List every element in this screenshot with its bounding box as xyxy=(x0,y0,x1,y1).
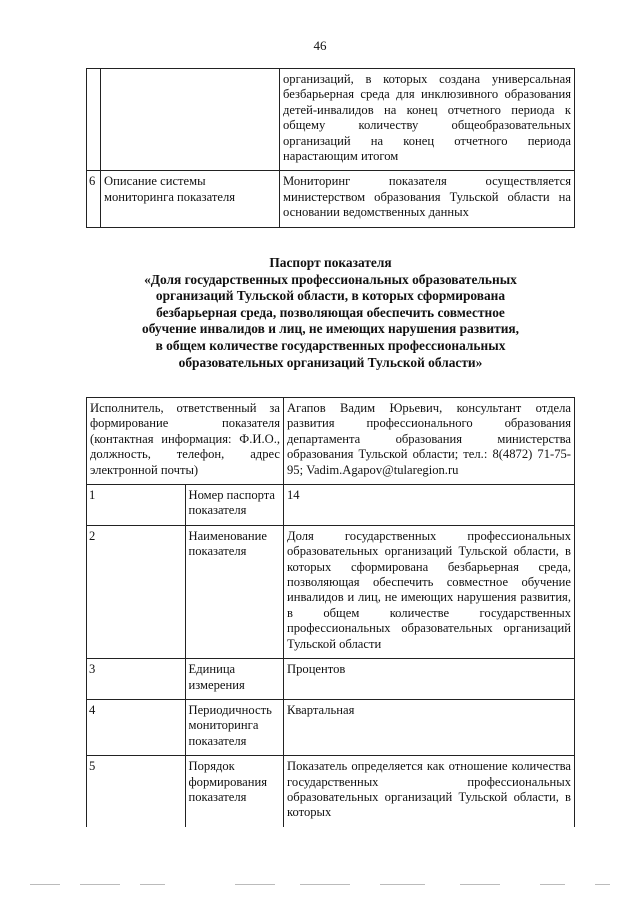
table-row-continued xyxy=(87,69,575,171)
executor-label-cell: Исполнитель, ответственный за формирование показателя (контактная информация: Ф.И.О., должность, телефон, адрес электронной почты) xyxy=(87,398,284,485)
passport-title-line: образовательных организаций Тульской области» xyxy=(178,354,483,370)
page-number: 46 xyxy=(313,38,327,53)
row-name-cell: Периодичность мониторинга показателя xyxy=(185,699,284,755)
row-name-cell: Порядок формирования показателя xyxy=(185,756,284,827)
passport-title-line: обучение инвалидов и лиц, не имеющих нарушения развития, xyxy=(142,321,519,337)
table-row xyxy=(87,525,575,658)
row-value-cell: организаций, в которых создана универсальная безбарьерная среда для инклюзивного образования детей-инвалидов на конец отчетного периода к общему количеству общеобразовательных организаций на конец отчетного периода нарастающим итогом xyxy=(280,69,575,171)
passport-title-line: «Доля государственных профессиональных образовательных xyxy=(144,271,517,287)
table-row xyxy=(87,485,575,526)
passport-title xyxy=(86,255,575,371)
row-value-cell: Мониторинг показателя осуществляется министерством образования Тульской области на основании ведомственных данных xyxy=(280,171,575,227)
passport-title-line: организаций Тульской области, в которых сформирована xyxy=(155,288,506,304)
row-number-cell: 5 xyxy=(87,756,186,827)
row-number-cell: 6 xyxy=(87,171,101,227)
row-value-cell: Показатель определяется как отношение количества государственных профессиональных образовательных организаций Тульской области, в которых xyxy=(284,756,575,827)
passport-title-line: Паспорт показателя xyxy=(269,255,392,270)
row-name-cell xyxy=(101,69,280,171)
row-number-cell xyxy=(87,69,101,171)
row-number-cell: 4 xyxy=(87,699,186,755)
table-row xyxy=(87,756,575,827)
row-name-cell: Номер паспорта показателя xyxy=(185,485,284,526)
row-value-cell: Доля государственных профессиональных образовательных организаций Тульской области, в которых сформирована безбарьерная среда, позволяющая обеспечить совместное обучение инвалидов и лиц, не имеющих нарушения развития, в общем количестве государственных профессиональных образовательных организаций Тульской области xyxy=(284,525,575,658)
row-number-cell: 1 xyxy=(87,485,186,526)
row-number-cell: 2 xyxy=(87,525,186,658)
row-value-cell: Процентов xyxy=(284,659,575,700)
table-row-monitoring xyxy=(87,171,575,227)
indicator-table-continued xyxy=(86,68,575,228)
row-name-cell: Единица измерения xyxy=(185,659,284,700)
scan-artifact-marks xyxy=(20,884,620,890)
row-value-cell: Квартальная xyxy=(284,699,575,755)
row-number-cell: 3 xyxy=(87,659,186,700)
executor-value-cell: Агапов Вадим Юрьевич, консультант отдела развития профессионального образования департамента образования министерства образования Тульской области; тел.: 8(4872) 71-75-95; Vadim.Agapov@tularegion.ru xyxy=(284,398,575,485)
passport-title-line: безбарьерная среда, позволяющая обеспечить совместное xyxy=(156,304,505,320)
row-name-cell: Наименование показателя xyxy=(185,525,284,658)
passport-title-line: в общем количестве государственных профессиональных xyxy=(155,337,506,353)
table-row xyxy=(87,699,575,755)
row-name-cell: Описание системы мониторинга показателя xyxy=(101,171,280,227)
passport-table xyxy=(86,397,575,827)
row-value-cell: 14 xyxy=(284,485,575,526)
table-row-executor xyxy=(87,398,575,485)
table-row xyxy=(87,659,575,700)
